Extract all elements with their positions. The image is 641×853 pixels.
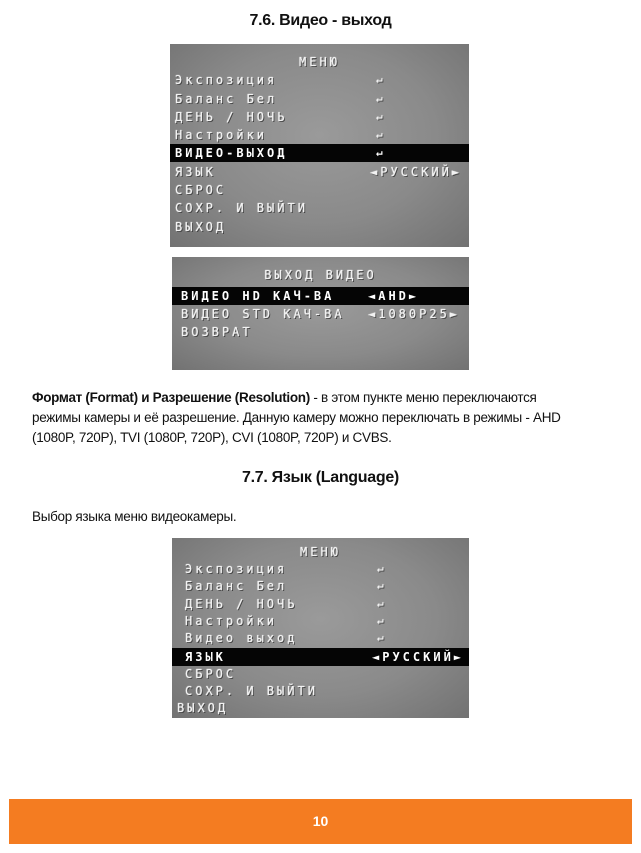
page-number: 10 [312,813,329,829]
enter-icon: ↵ [377,597,384,610]
enter-icon: ↵ [377,631,384,644]
osd-item-label: ВОЗВРАТ [181,325,253,339]
osd-item-label: Баланс Бел [175,92,278,106]
osd-item-label: Настройки [175,128,268,142]
osd-item-label: ВЫХОД [177,701,229,715]
enter-icon: ↵ [376,73,383,86]
enter-icon: ↵ [377,614,384,627]
section-heading-language: 7.7. Язык (Language) [242,469,399,486]
osd-item-label: Экспозиция [175,73,278,87]
osd-item-value: ◄1080P25► [368,307,461,321]
osd-item-value: ◄РУССКИЙ► [372,650,465,664]
paragraph-line-2: режимы камеры и её разрешение. Данную камеру можно переключать в режимы - AHD [32,410,561,425]
osd-menu-item-hd-quality-selected [172,287,469,305]
osd-menu-title: ВЫХОД ВИДЕО [264,268,377,282]
osd-item-label: ЯЗЫК [175,165,216,179]
osd-item-value: ◄AHD► [368,289,420,303]
osd-item-label: Настройки [185,614,278,628]
section-heading-video-out: 7.6. Видео - выход [249,12,392,29]
enter-icon: ↵ [377,562,384,575]
osd-menu-item-language [170,163,469,181]
osd-menu-item-exposure-row [172,560,469,578]
osd-menu-item-white-balance [170,90,469,108]
osd-item-label: Баланс Бел [185,579,288,593]
osd-menu-item-language-selected [172,648,469,666]
osd-menu-item-reset [170,181,469,199]
paragraph-format-resolution [32,388,612,448]
osd-menu-item-settings [170,126,469,144]
osd-item-label: ДЕНЬ / НОЧЬ [175,110,288,124]
osd-item-label: СБРОС [185,667,237,681]
osd-menu-item-settings [172,612,469,630]
paragraph-line-3: (1080P, 720P), TVI (1080P, 720P), CVI (1080P, 720P) и CVBS. [32,430,392,445]
enter-icon: ↵ [376,146,383,159]
osd-menu-screenshot-main [170,44,469,247]
osd-menu-item-exit [170,218,469,236]
osd-menu-item-exit [172,699,469,717]
osd-item-label: Экспозиция [185,562,288,576]
osd-item-label: ВЫХОД [175,220,227,234]
osd-menu-item-save-exit [170,199,469,217]
osd-menu-item-video-out-selected [170,144,469,162]
osd-menu-item-white-balance [172,577,469,595]
paragraph-text: - в этом пункте меню переключаются [309,390,537,405]
osd-menu-item-return [172,323,469,341]
osd-menu-item-day-night [172,595,469,613]
osd-item-label: СОХР. И ВЫЙТИ [185,684,318,698]
osd-menu-item-day-night [170,108,469,126]
footer-bar [9,799,632,844]
paragraph-line-1 [32,388,612,408]
osd-menu-item-std-quality [172,305,469,323]
osd-menu-screenshot-language [172,538,469,718]
osd-menu-item-video-out [172,629,469,647]
osd-item-label: ВИДЕО-ВЫХОД [175,146,288,160]
osd-item-label: СБРОС [175,183,227,197]
enter-icon: ↵ [377,579,384,592]
osd-menu-item-save-exit [172,682,469,700]
osd-menu-item-reset [172,665,469,683]
enter-icon: ↵ [376,92,383,105]
enter-icon: ↵ [376,128,383,141]
osd-item-label: Видео выход [185,631,298,645]
paragraph-language: Выбор языка меню видеокамеры. [32,509,237,524]
osd-item-label: ВИДЕО STD КАЧ-ВА [181,307,345,321]
osd-item-label: СОХР. И ВЫЙТИ [175,201,308,215]
paragraph-bold-term: Формат (Format) и Разрешение (Resolution) [32,390,310,405]
enter-icon: ↵ [376,110,383,123]
osd-item-label: ДЕНЬ / НОЧЬ [185,597,298,611]
osd-menu-screenshot-video-out [172,257,469,370]
osd-item-label: ВИДЕО HD КАЧ-ВА [181,289,335,303]
osd-menu-item-exposure-row [170,71,469,89]
osd-item-value: ◄РУССКИЙ► [370,165,463,179]
osd-item-label: ЯЗЫК [185,650,226,664]
osd-menu-title: МЕНЮ [299,55,340,69]
osd-menu-title: МЕНЮ [300,545,341,559]
